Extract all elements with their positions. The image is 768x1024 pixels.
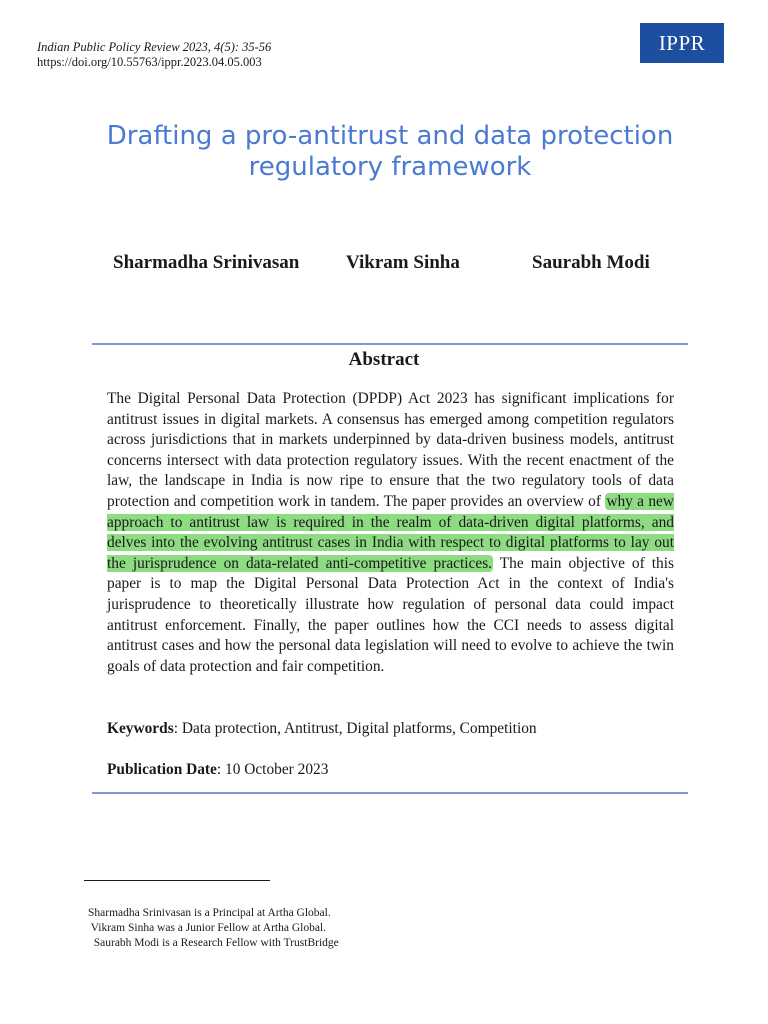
- publication-date-label: Publication Date: [107, 761, 217, 778]
- section-divider: [92, 792, 688, 794]
- highlighted-text: why a new approach to antitrust law is required in the realm of data-driven digital platforms, and delves into the evolving antitrust cases in India with respect to digital platforms to lay out the jurisprudence on data-related anti-competitive practices.: [107, 492, 674, 572]
- journal-logo: IPPR: [640, 23, 724, 63]
- author-name: Sharmadha Srinivasan: [113, 252, 300, 273]
- abstract-heading: Abstract: [348, 349, 420, 370]
- paper-title: Drafting a pro-antitrust and data protection regulatory framework: [106, 121, 674, 182]
- author-name: Vikram Sinha: [346, 252, 460, 273]
- abstract-text: [107, 389, 674, 677]
- keywords-label: Keywords: [107, 720, 174, 737]
- footnote-divider: [84, 880, 270, 881]
- footnote: Saurabh Modi is a Research Fellow with TrustBridge: [88, 937, 339, 949]
- keywords-value: : Data protection, Antitrust, Digital platforms, Competition: [173, 720, 537, 737]
- publication-date-value: : 10 October 2023: [216, 761, 329, 778]
- abstract-text-part: The main objective of this paper is to map the Digital Personal Data Protection Act in the context of India's jurisprudence to theoretically illustrate how regulation of personal data could impact antitrust enforcement. Finally, the paper outlines how the CCI needs to assess digital antitrust cases and how the personal data legislation will need to evolve to achieve the twin goals of data protection and fair competition.: [107, 554, 674, 675]
- footnote: Vikram Sinha was a Junior Fellow at Artha Global.: [88, 922, 327, 934]
- footnote: Sharmadha Srinivasan is a Principal at Artha Global.: [88, 907, 331, 919]
- keywords: [107, 719, 537, 739]
- publication-date: [107, 760, 328, 780]
- abstract-text-part: The Digital Personal Data Protection (DPDP) Act 2023 has significant implications for antitrust issues in digital markets. A consensus has emerged among competition regulators across jurisdictions that in markets underpinned by data-driven business models, antitrust concerns intersect with data protection regulatory issues. With the recent enactment of the law, the landscape in India is now ripe to ensure that the two regulatory tools of data protection and competition work in tandem. The paper provides an overview of: [107, 390, 674, 510]
- author-name: Saurabh Modi: [532, 252, 650, 273]
- journal-citation: Indian Public Policy Review 2023, 4(5): 35-56: [37, 40, 272, 54]
- doi-link[interactable]: https://doi.org/10.55763/ippr.2023.04.05.003: [37, 55, 262, 69]
- section-divider: [92, 343, 688, 345]
- footnotes: [88, 906, 339, 951]
